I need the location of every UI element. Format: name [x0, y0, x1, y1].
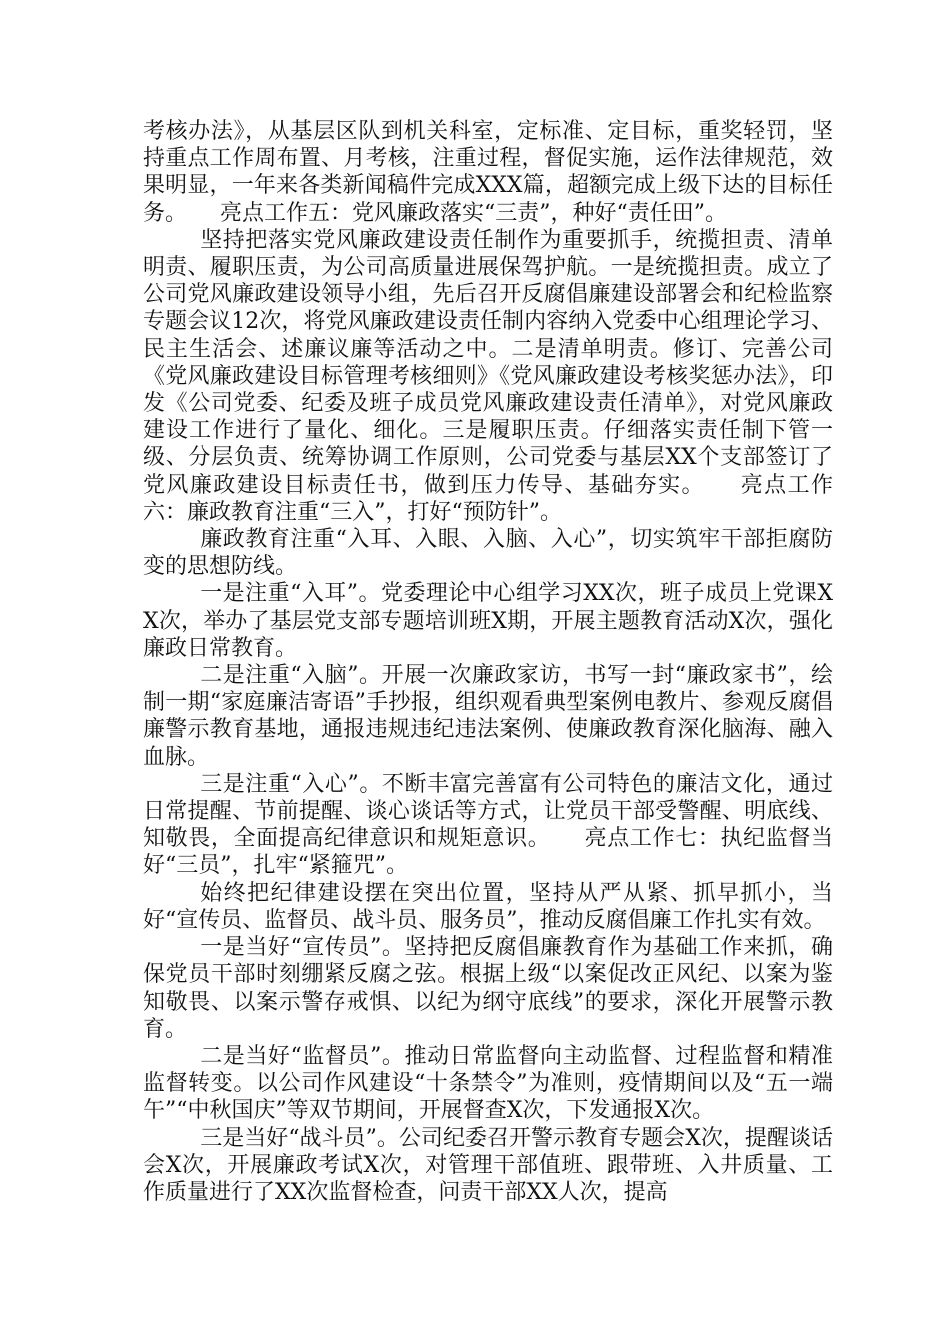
paragraph-9: 二是当好“监督员”。推动日常监督向主动监督、过程监督和精准监督转变。以公司作风建设“十条禁令”为准则，疫情期间以及“五一端午”“中秋国庆”等双节期间，开展督查X次，下发通报X次。	[143, 1043, 833, 1124]
document-body	[143, 118, 833, 1206]
paragraph-4: 一是注重“入耳”。党委理论中心组学习XX次，班子成员上党课XX次，举办了基层党支部专题培训班X期，开展主题教育活动X次，强化廉政日常教育。	[143, 581, 833, 661]
paragraph-6: 三是注重“入心”。不断丰富完善富有公司特色的廉洁文化，通过日常提醒、节前提醒、谈心谈话等方式，让党员干部受警醒、明底线、知敬畏，全面提高纪律意识和规矩意识。 亮点工作七：执纪监督当好“三员”，扎牢“紧箍咒”。	[143, 771, 833, 879]
paragraph-10: 三是当好“战斗员”。公司纪委召开警示教育专题会X次，提醒谈话会X次，开展廉政考试X次，对管理干部值班、跟带班、入井质量、工作质量进行了XX次监督检查，问责干部XX人次，提高	[143, 1125, 833, 1205]
paragraph-3: 廉政教育注重“入耳、入眼、入脑、入心”，切实筑牢干部拒腐防变的思想防线。	[143, 527, 833, 580]
paragraph-2: 坚持把落实党风廉政建设责任制作为重要抓手，统揽担责、清单明责、履职压责，为公司高质量进展保驾护航。一是统揽担责。成立了公司党风廉政建设领导小组，先后召开反腐倡廉建设部署会和纪检监察专题会议12次，将党风廉政建设责任制内容纳入党委中心组理论学习、民主生活会、述廉议廉等活动之中。二是清单明责。修订、完善公司《党风廉政建设目标管理考核细则》《党风廉政建设考核奖惩办法》，印发《公司党委、纪委及班子成员党风廉政建设责任清单》，对党风廉政建设工作进行了量化、细化。三是履职压责。仔细落实责任制下管一级、分层负责、统筹协调工作原则，公司党委与基层XX个支部签订了党风廉政建设目标责任书，做到压力传导、基础夯实。 亮点工作六：廉政教育注重“三入”，打好“预防针”。	[143, 227, 833, 525]
paragraph-5: 二是注重“入脑”。开展一次廉政家访，书写一封“廉政家书”，绘制一期“家庭廉洁寄语”手抄报，组织观看典型案例电教片、参观反腐倡廉警示教育基地，通报违规违纪违法案例、使廉政教育深化脑海、融入血脉。	[143, 663, 833, 770]
paragraph-7: 始终把纪律建设摆在突出位置，坚持从严从紧、抓早抓小，当好“宣传员、监督员、战斗员、服务员”，推动反腐倡廉工作扎实有效。	[143, 880, 833, 933]
paragraph-1: 考核办法》，从基层区队到机关科室，定标准、定目标，重奖轻罚，坚持重点工作周布置、月考核，注重过程，督促实施，运作法律规范，效果明显，一年来各类新闻稿件完成XXX篇，超额完成上级下达的目标任务。 亮点工作五：党风廉政落实“三责”，种好“责任田”。	[143, 119, 833, 226]
paragraph-8: 一是当好“宣传员”。坚持把反腐倡廉教育作为基础工作来抓，确保党员干部时刻绷紧反腐之弦。根据上级“以案促改正风纪、以案为鉴知敬畏、以案示警存戒惧、以纪为纲守底线”的要求，深化开展警示教育。	[143, 935, 833, 1042]
